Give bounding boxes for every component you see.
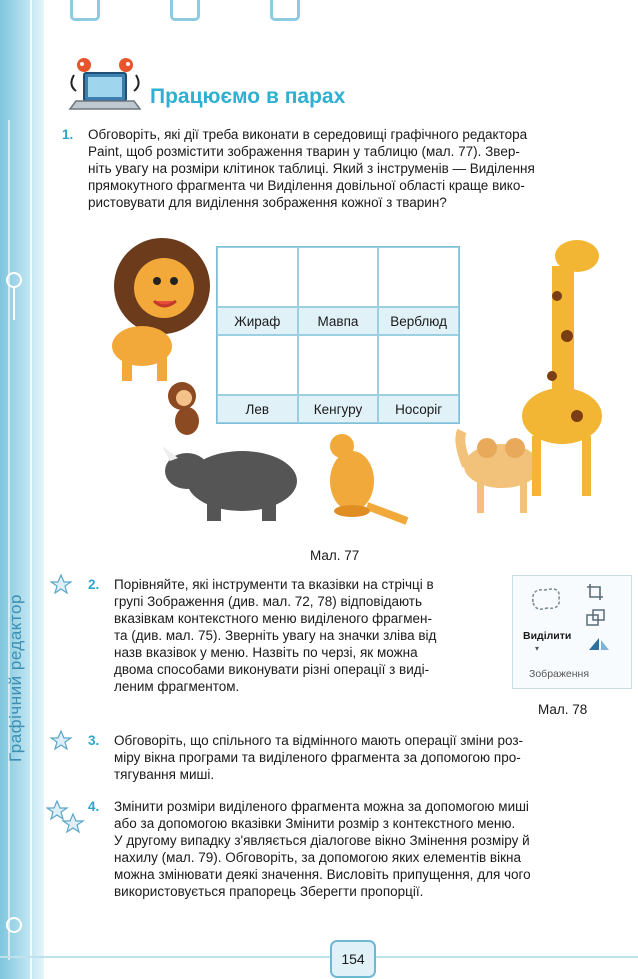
table-label-cell: Лев	[217, 395, 298, 423]
giraffe-image	[522, 240, 602, 496]
star-icon	[50, 574, 72, 594]
text-line: та (див. мал. 75). Зверніть увагу на значки зліва від	[114, 628, 437, 643]
figure-78-caption: Мал. 78	[538, 702, 588, 717]
table-image-cell	[298, 247, 379, 307]
text-line: групі Зображення (див. мал. 72, 78) відповідають	[114, 594, 423, 609]
text-line: ристовувати для виділення зображення кожної з тварин?	[88, 195, 447, 210]
star-icon	[50, 730, 72, 750]
table-label-cell: Кенгуру	[298, 395, 379, 423]
text-line: У другому випадку з'являється діалогове вікно Змінення розміру й	[114, 833, 530, 848]
task-number: 1.	[62, 127, 74, 142]
table-label-cell: Верблюд	[378, 307, 459, 335]
footer-line	[0, 956, 638, 958]
table-label-cell: Жираф	[217, 307, 298, 335]
free-select-icon	[527, 584, 567, 614]
text-line: вказівкам контекстного меню виділеного фрагмен-	[114, 611, 432, 626]
text-line: тягування миші.	[114, 767, 215, 782]
text-line: використовується прапорець Зберегти пропорції.	[114, 884, 424, 899]
text-line: двома способами виконувати різні операції з виді-	[114, 662, 430, 677]
table-image-cell	[378, 335, 459, 395]
task-text	[88, 126, 535, 211]
text-line: нахилу (мал. 79). Обговоріть, за допомогою яких елементів вікна	[114, 850, 521, 865]
text-line: Порівняйте, які інструменти та вказівки на стрічці в	[114, 577, 434, 592]
select-button-label[interactable]: Виділити	[523, 630, 572, 642]
table-image-cell	[217, 335, 298, 395]
text-line: прямокутного фрагмента чи Виділення довільної області краще вико-	[88, 178, 525, 193]
rhino-image	[162, 446, 297, 521]
page-number: 154	[330, 940, 376, 978]
section-title: Працюємо в парах	[150, 85, 346, 108]
table-image-cell	[217, 247, 298, 307]
task-number: 2.	[88, 577, 100, 592]
monkey-image	[168, 382, 199, 435]
task-text	[114, 798, 531, 900]
text-line: ніть увагу на розміри клітинок таблиці. Який з інструменів — Виділення	[88, 161, 535, 176]
table-image-cell	[298, 335, 379, 395]
image-group-panel	[512, 575, 632, 689]
text-line: міру вікна програми та виділеного фрагмента за допомогою про-	[114, 750, 521, 765]
kangaroo-image	[330, 434, 407, 521]
text-line: або за допомогою вказівки Змінити розмір з контекстного меню.	[114, 816, 516, 831]
task-number: 4.	[88, 799, 100, 814]
lion-image	[112, 238, 210, 381]
animals-table	[216, 246, 460, 424]
crop-icon	[585, 582, 605, 602]
text-line: леним фрагментом.	[114, 679, 240, 694]
task-text	[114, 732, 523, 783]
table-label-cell: Носоріг	[378, 395, 459, 423]
rotate-icon[interactable]	[585, 634, 613, 654]
text-line: можна змінювати деякі значення. Висловіть припущення, для чого	[114, 867, 531, 882]
section-header	[66, 55, 345, 111]
task-number: 3.	[88, 733, 100, 748]
text-line: Paint, щоб розмістити зображення тварин у таблицю (мал. 77). Звер-	[88, 144, 520, 159]
chevron-down-icon[interactable]: ▾	[535, 644, 540, 653]
text-line: Обговоріть, що спільного та відмінного мають операції зміни роз-	[114, 733, 524, 748]
group-label: Зображення	[529, 668, 590, 680]
table-label-cell: Мавпа	[298, 307, 379, 335]
side-decoration-band	[0, 0, 44, 979]
resize-icon	[585, 608, 607, 628]
circuit-node-icon	[0, 260, 44, 320]
text-line: Обговоріть, які дії треба виконати в середовищі графічного редактора	[88, 127, 528, 142]
camel-image	[460, 431, 540, 513]
circuit-node-icon	[0, 905, 44, 945]
task-text	[114, 576, 436, 695]
figure-77-caption: Мал. 77	[310, 548, 360, 563]
text-line: назв вказівок у меню. Назвіть по черзі, як можна	[114, 645, 418, 660]
two-stars-icon	[46, 800, 86, 834]
text-line: Змінити розміри виділеного фрагмента можна за допомогою миші	[114, 799, 529, 814]
table-image-cell	[378, 247, 459, 307]
laptop-characters-icon	[66, 55, 144, 111]
top-decoration	[70, 0, 300, 21]
